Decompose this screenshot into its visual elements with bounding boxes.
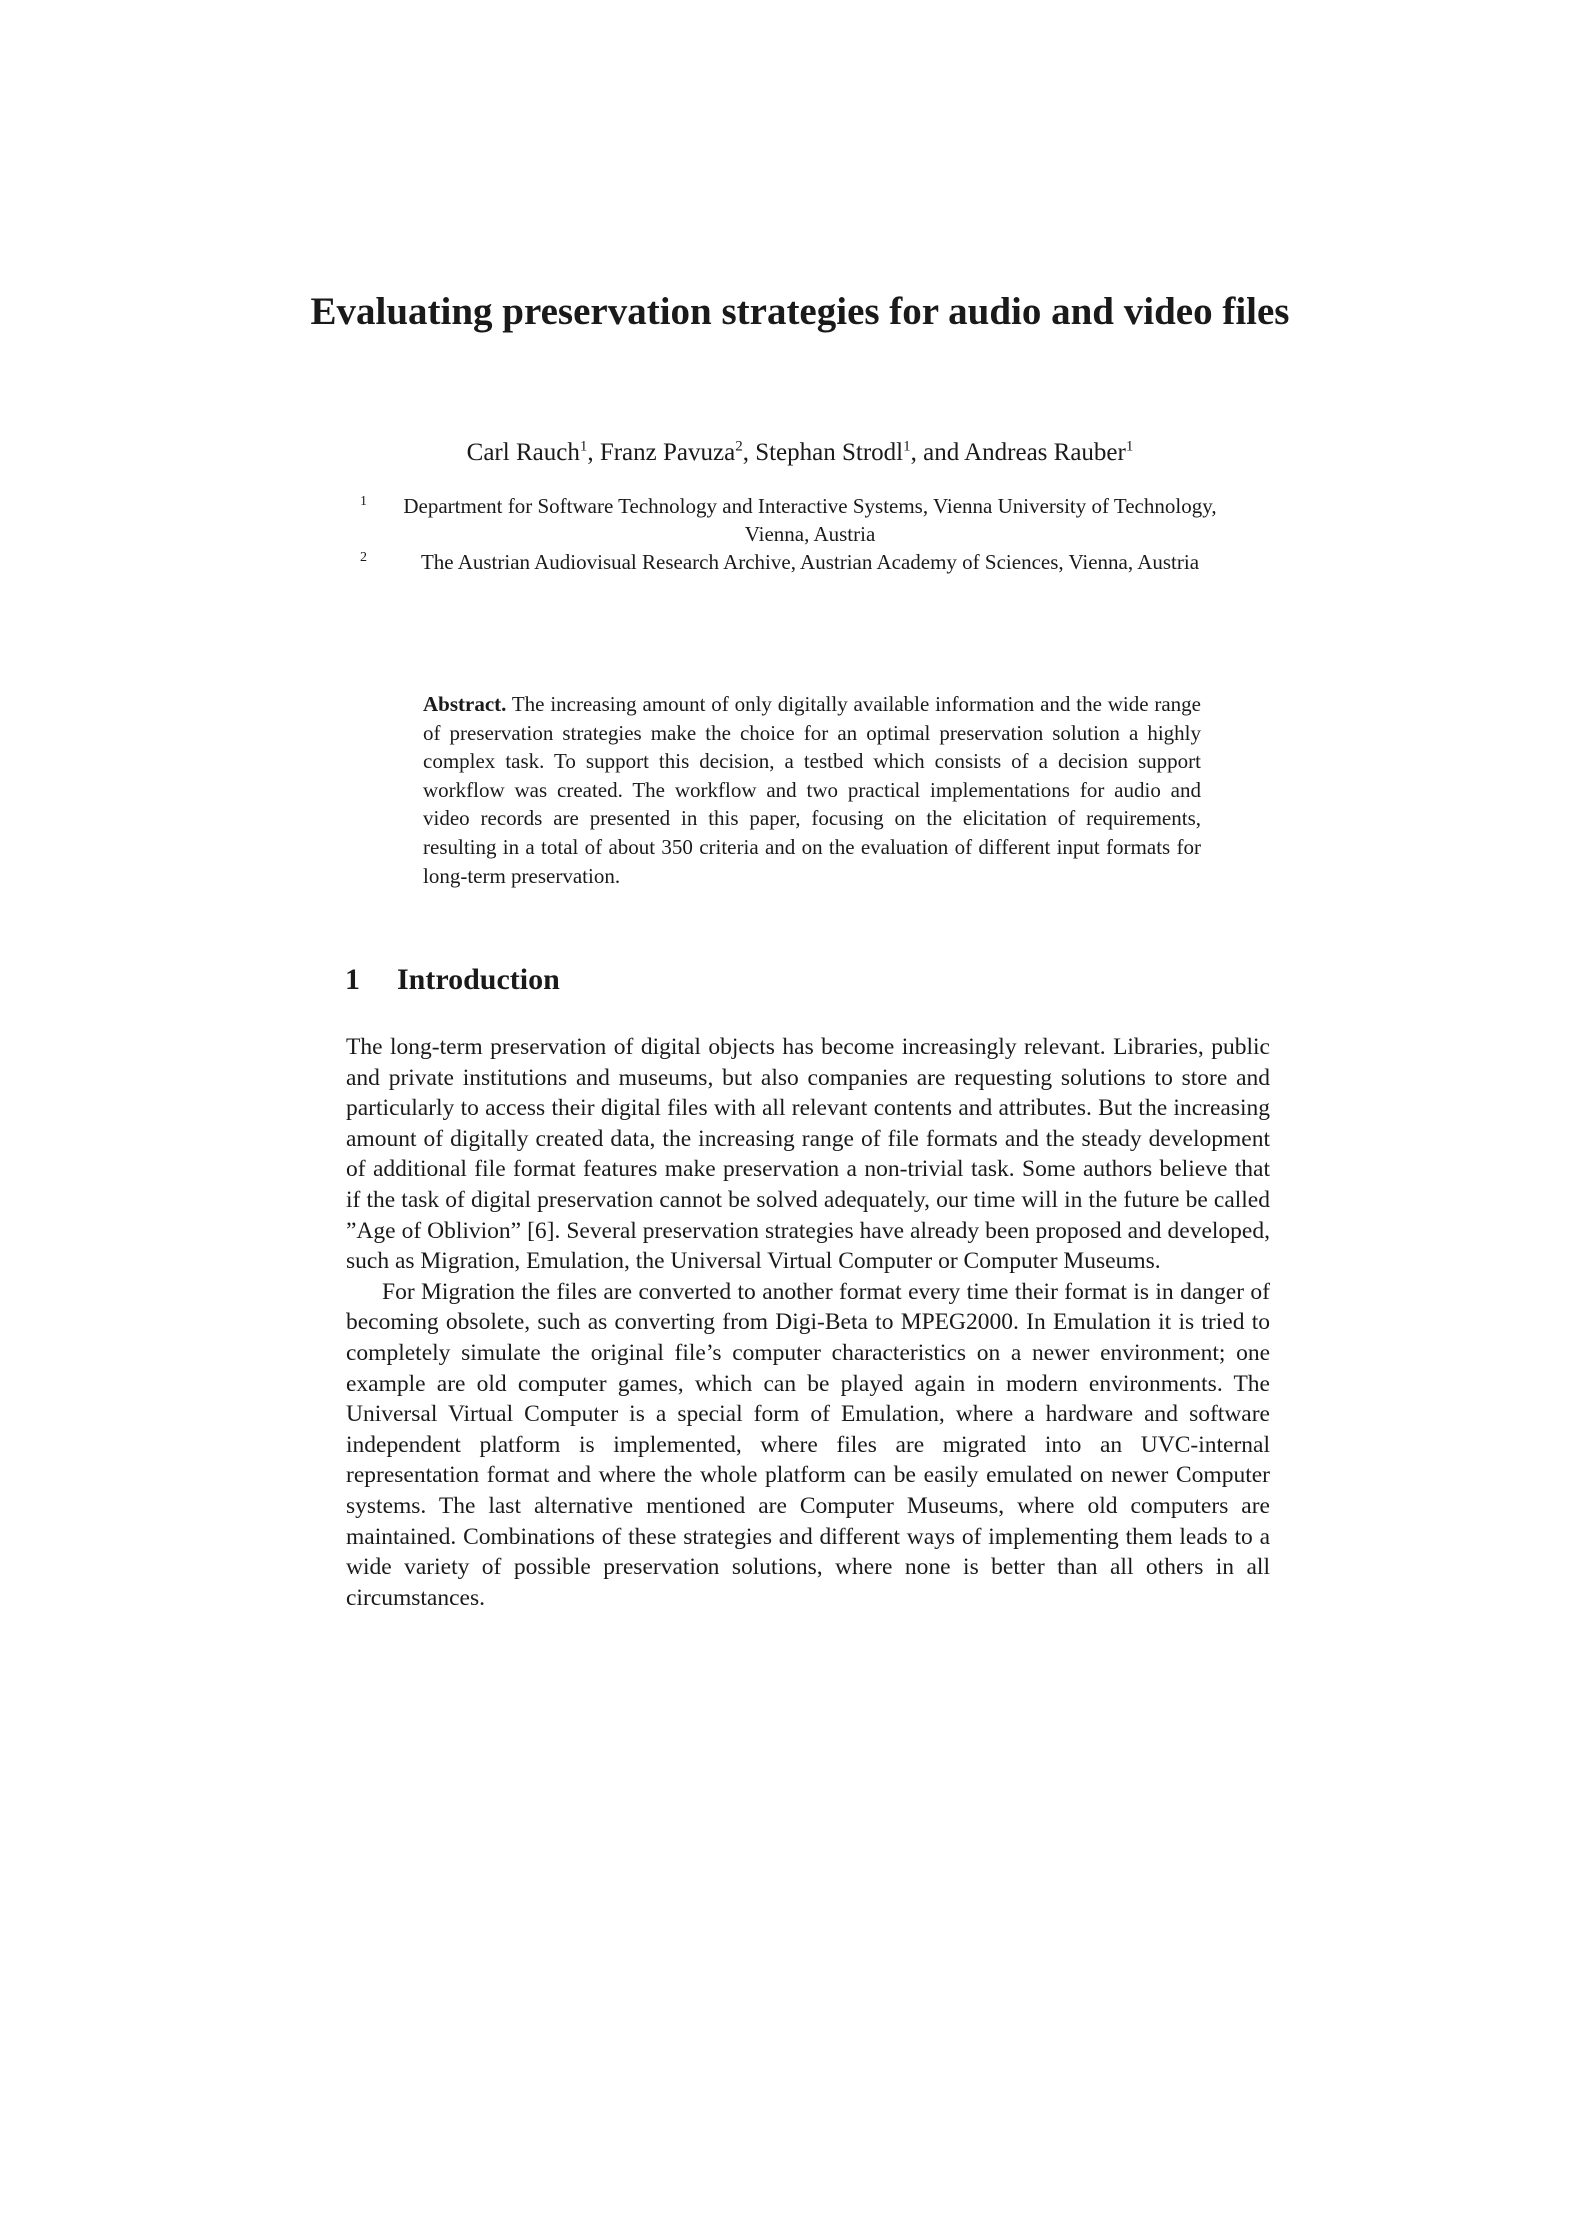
author-affil-mark: 1 (579, 438, 588, 455)
body-paragraph: The long-term preservation of digital objects has become increasingly relevant. Libraries, public and private institutions and museums, but also companies are requesting solutions to store and particularly to access their digital files with all relevant contents and attributes. But the increasing amount of digitally created data, the increasing range of file formats and the steady development of additional file format features make preservation a non-trivial task. Some authors believe that if the task of digital preservation cannot be solved adequately, our time will in the future be called ”Age of Oblivion” [6]. Several preservation strategies have already been proposed and developed, such as Migration, Emulation, the Universal Virtual Computer or Computer Museums. (346, 1034, 1270, 1275)
affiliation (360, 548, 1260, 576)
affiliation (360, 492, 1260, 548)
body-paragraph: For Migration the files are converted to another format every time their format is in danger of becoming obsolete, such as converting from Digi-Beta to MPEG2000. In Emulation it is tried to completely simulate the original file’s computer characteristics on a newer environment; one example are old computer games, which can be played again in modern environments. The Universal Virtual Computer is a special form of Emulation, where a hardware and software independent platform is implemented, where files are migrated into an UVC-internal representation format and where the whole platform can be easily emulated on newer Computer systems. The last alternative mentioned are Computer Museums, where old computers are maintained. Combinations of these strategies and different ways of implementing them leads to a wide variety of possible preservation solutions, where none is better than all others in all circumstances. (346, 1278, 1270, 1611)
author-separator: , (742, 439, 756, 466)
author-affil-mark: 2 (735, 438, 743, 455)
author-name: Stephan Strodl (755, 439, 904, 466)
paper-title: Evaluating preservation strategies for audio and video files (310, 290, 1290, 333)
section-body (346, 1032, 1270, 1613)
abstract-label: Abstract. (423, 692, 507, 716)
section-number: 1 (345, 963, 360, 996)
author-affil-mark: 1 (903, 438, 911, 455)
author-affil-mark: 1 (1125, 438, 1134, 455)
author-separator: , and (910, 439, 965, 466)
affiliation-number: 2 (360, 550, 367, 565)
affiliation-text: The Austrian Audiovisual Research Archive, Austrian Academy of Sciences, Vienna, Austria (420, 550, 1200, 574)
author-separator: , (587, 439, 600, 466)
abstract (423, 690, 1201, 890)
abstract-text: The increasing amount of only digitally available information and the wide range of preservation strategies make the choice for an optimal preservation solution a highly complex task. To support this decision, a testbed which consists of a decision support workflow was created. The workflow and two practical implementations for audio and video records are presented in this paper, focusing on the elicitation of requirements, resulting in a total of about 350 criteria and on the evaluation of different input formats for long-term preservation. (423, 692, 1202, 888)
author-name: Franz Pavuza (599, 439, 736, 466)
section-title: Introduction (397, 963, 560, 996)
author-name: Andreas Rauber (964, 439, 1126, 466)
affiliation-list (360, 492, 1260, 576)
affiliation-number: 1 (360, 494, 367, 509)
affiliation-text: Department for Software Technology and Interactive Systems, Vienna University of Technology, Vienna, Austria (403, 494, 1217, 546)
author-list (300, 438, 1300, 468)
author-name: Carl Rauch (466, 439, 580, 466)
section-heading (345, 962, 1245, 998)
